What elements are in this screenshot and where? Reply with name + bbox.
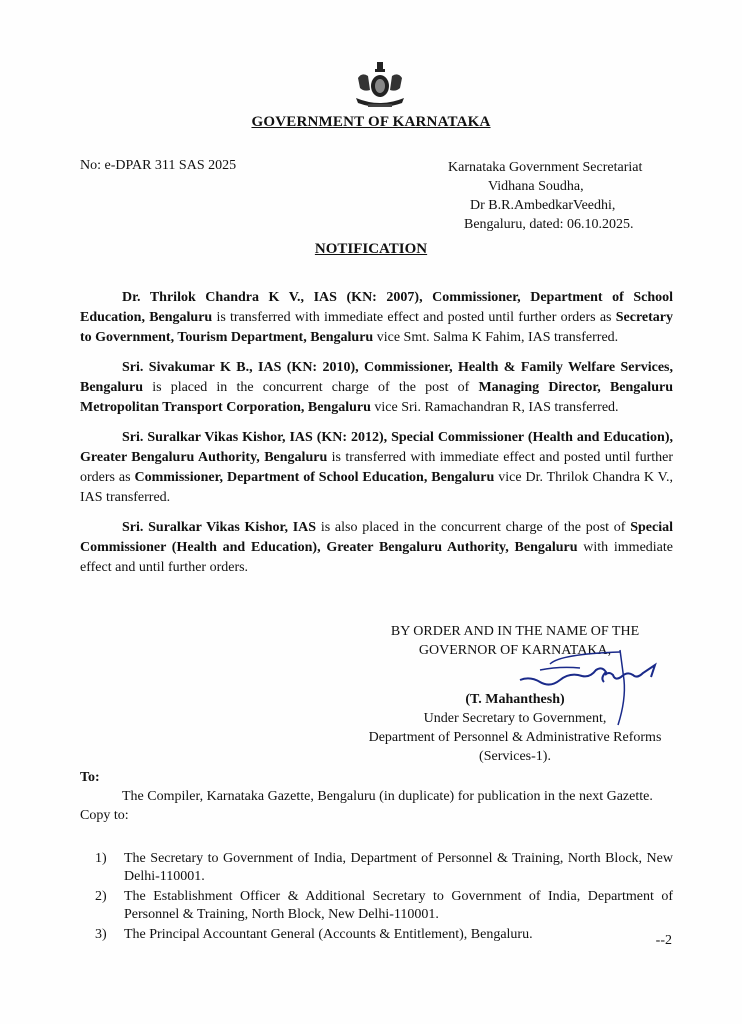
list-number: 1) xyxy=(95,851,107,866)
signatory-section: (Services-1). xyxy=(479,749,551,764)
distribution-block xyxy=(80,768,673,825)
notification-paragraph xyxy=(80,518,673,578)
bold-text: Sri. Suralkar Vikas Kishor, IAS (KN: 2012), Special Commissioner (Health and Education), Greater Bengaluru Authority, Bengaluru xyxy=(80,430,673,465)
reference-number: No: e-DPAR 311 SAS 2025 xyxy=(80,158,237,173)
notification-paragraph xyxy=(80,288,673,348)
to-label: To: xyxy=(80,770,100,785)
plain-text: is transferred with immediate effect and posted until further orders as xyxy=(80,450,673,485)
list-text: The Establishment Officer & Additional Secretary to Government of India, Department of Personnel & Training, North Block, New Delhi-110001. xyxy=(124,889,673,922)
to-recipient: The Compiler, Karnataka Gazette, Bengaluru (in duplicate) for publication in the next Gazette. xyxy=(122,789,653,804)
list-item xyxy=(95,850,673,886)
list-item xyxy=(95,926,673,944)
state-emblem-icon xyxy=(350,60,410,110)
bold-text: Sri. Suralkar Vikas Kishor, IAS xyxy=(122,520,317,535)
plain-text: is also placed in the concurrent charge of the post of xyxy=(316,520,631,535)
order-line: GOVERNOR OF KARNATAKA, xyxy=(418,643,612,658)
notification-heading: NOTIFICATION xyxy=(314,241,428,257)
signatory-department: Department of Personnel & Administrative Reforms xyxy=(368,730,662,745)
address-line: Vidhana Soudha, xyxy=(488,179,584,194)
plain-text: with immediate effect and until further orders. xyxy=(80,540,673,575)
address-line: Dr B.R.AmbedkarVeedhi, xyxy=(470,198,616,213)
bold-text: Sri. Sivakumar K B., IAS (KN: 2010), Commissioner, Health & Family Welfare Services, Bengaluru xyxy=(80,360,673,395)
notification-paragraph xyxy=(80,428,673,508)
plain-text: vice Smt. Salma K Fahim, IAS transferred. xyxy=(373,330,619,345)
list-number: 2) xyxy=(95,889,107,904)
plain-text: vice Sri. Ramachandran R, IAS transferred. xyxy=(370,400,619,415)
bold-text: Secretary to Government, Tourism Department, Bengaluru xyxy=(80,310,673,345)
plain-text: is placed in the concurrent charge of the post of xyxy=(143,380,479,395)
bold-text: Dr. Thrilok Chandra K V., IAS (KN: 2007), Commissioner, Department of School Education, Bengaluru xyxy=(80,290,673,325)
notification-paragraph xyxy=(80,358,673,418)
bold-text: Managing Director, Bengaluru Metropolitan Transport Corporation, Bengaluru xyxy=(80,380,673,415)
plain-text: vice Dr. Thrilok Chandra K V., IAS transferred. xyxy=(80,470,673,505)
copy-to-list xyxy=(95,850,673,946)
signatory-name: (T. Mahanthesh) xyxy=(465,692,565,707)
signatory-designation: Under Secretary to Government, xyxy=(423,711,607,726)
bold-text: Commissioner, Department of School Education, Bengaluru xyxy=(134,470,495,485)
sender-address xyxy=(448,158,642,234)
handwritten-signature-icon xyxy=(510,640,680,730)
government-title: GOVERNMENT OF KARNATAKA xyxy=(251,114,491,130)
list-text: The Secretary to Government of India, Department of Personnel & Training, North Block, New Delhi-110001. xyxy=(124,851,673,884)
list-number: 3) xyxy=(95,927,107,942)
order-line: BY ORDER AND IN THE NAME OF THE xyxy=(390,624,640,639)
copy-to-label: Copy to: xyxy=(80,808,129,823)
bold-text: Special Commissioner (Health and Education), Greater Bengaluru Authority, Bengaluru xyxy=(80,520,673,555)
page-marker: --2 xyxy=(655,933,672,948)
notification-body xyxy=(80,288,673,588)
list-item xyxy=(95,888,673,924)
list-text: The Principal Accountant General (Accounts & Entitlement), Bengaluru. xyxy=(124,927,533,942)
address-line: Bengaluru, dated: 06.10.2025. xyxy=(464,217,634,232)
plain-text: is transferred with immediate effect and posted until further orders as xyxy=(212,310,616,325)
address-line: Karnataka Government Secretariat xyxy=(448,160,643,175)
